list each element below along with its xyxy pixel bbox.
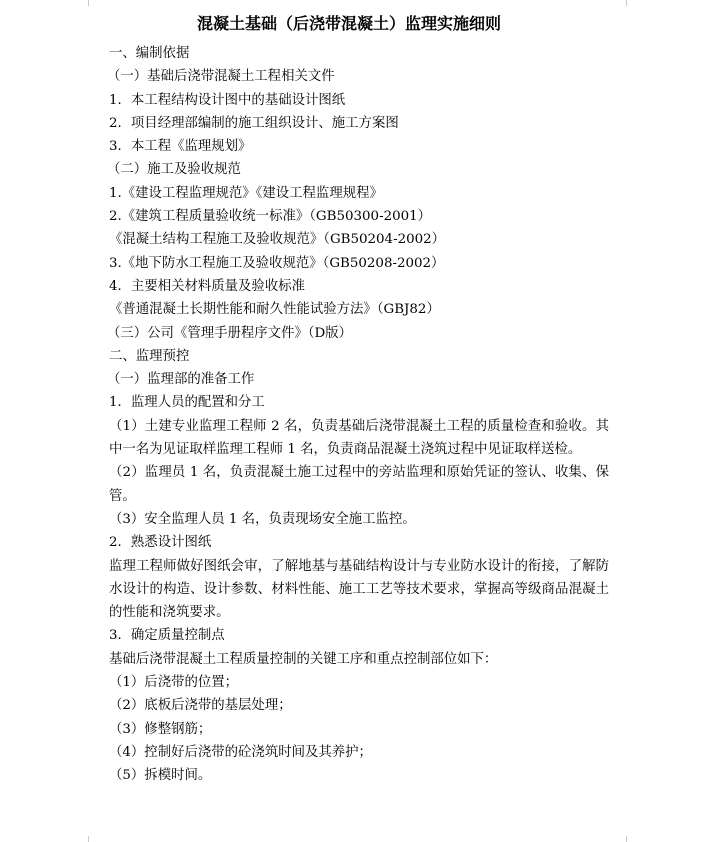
body-paragraph: （1）土建专业监理工程师 2 名，负责基础后浇带混凝土工程的质量检查和验收。其中一名为见证取样监理工程师 1 名，负责商品混凝土浇筑过程中见证取样送检。 — [109, 418, 609, 458]
list-item: 3．本工程《监理规划》 — [109, 139, 252, 155]
subsection-heading: （三）公司《管理手册程序文件》（D版） — [107, 325, 353, 341]
list-item: 4．主要相关材料质量及验收标准 — [109, 278, 305, 294]
page-corner-mark-bottom-right — [626, 836, 627, 842]
list-item: 《混凝土结构工程施工及验收规范》（GB50204-2002） — [109, 232, 446, 248]
subsection-heading: （一）基础后浇带混凝土工程相关文件 — [107, 69, 335, 85]
section-heading: 一、编制依据 — [109, 46, 190, 61]
list-item: （1）后浇带的位置； — [109, 675, 239, 691]
document-title: 混凝土基础（后浇带混凝土）监理实施细则 — [196, 14, 501, 33]
list-item: 2．项目经理部编制的施工组织设计、施工方案图 — [109, 115, 399, 131]
list-item: （3）修整钢筋； — [109, 721, 212, 737]
list-item: （5）拆模时间。 — [109, 768, 212, 784]
list-item: 1．监理人员的配置和分工 — [109, 395, 265, 411]
list-item: 2.《建筑工程质量验收统一标准》（GB50300-2001） — [109, 209, 432, 225]
page-corner-mark-bottom-left — [88, 836, 89, 842]
list-item: 《普通混凝土长期性能和耐久性能试验方法》（GBJ82） — [109, 302, 440, 318]
body-paragraph: 监理工程师做好图纸会审，了解地基与基础结构设计与专业防水设计的衔接，了解防水设计的构造、设计参数、材料性能、施工工艺等技术要求，掌握高等级商品混凝土的性能和浇筑要求。 — [109, 558, 609, 621]
body-paragraph: （3）安全监理人员 1 名，负责现场安全施工监控。 — [109, 511, 416, 527]
page-corner-mark-left — [88, 0, 89, 6]
list-item: 1．本工程结构设计图中的基础设计图纸 — [109, 92, 346, 108]
page-corner-mark-right — [626, 0, 627, 6]
subsection-heading: （一）监理部的准备工作 — [107, 372, 255, 388]
document-page — [109, 10, 609, 788]
list-item: （2）底板后浇带的基层处理； — [109, 698, 292, 714]
list-item: 3.《地下防水工程施工及验收规范》（GB50208-2002） — [109, 255, 445, 271]
list-item: 1.《建设工程监理规范》《建设工程监理规程》 — [109, 185, 383, 201]
body-paragraph: 基础后浇带混凝土工程质量控制的关键工序和重点控制部位如下： — [109, 651, 498, 667]
body-paragraph: （2）监理员 1 名，负责混凝土施工过程中的旁站监理和原始凭证的签认、收集、保管。 — [109, 465, 609, 504]
list-item: （4）控制好后浇带的砼浇筑时间及其养护； — [109, 744, 372, 760]
list-item: 2．熟悉设计图纸 — [109, 535, 212, 551]
list-item: 3．确定质量控制点 — [109, 628, 225, 644]
subsection-heading: （二）施工及验收规范 — [107, 162, 241, 178]
section-heading: 二、监理预控 — [109, 348, 190, 364]
